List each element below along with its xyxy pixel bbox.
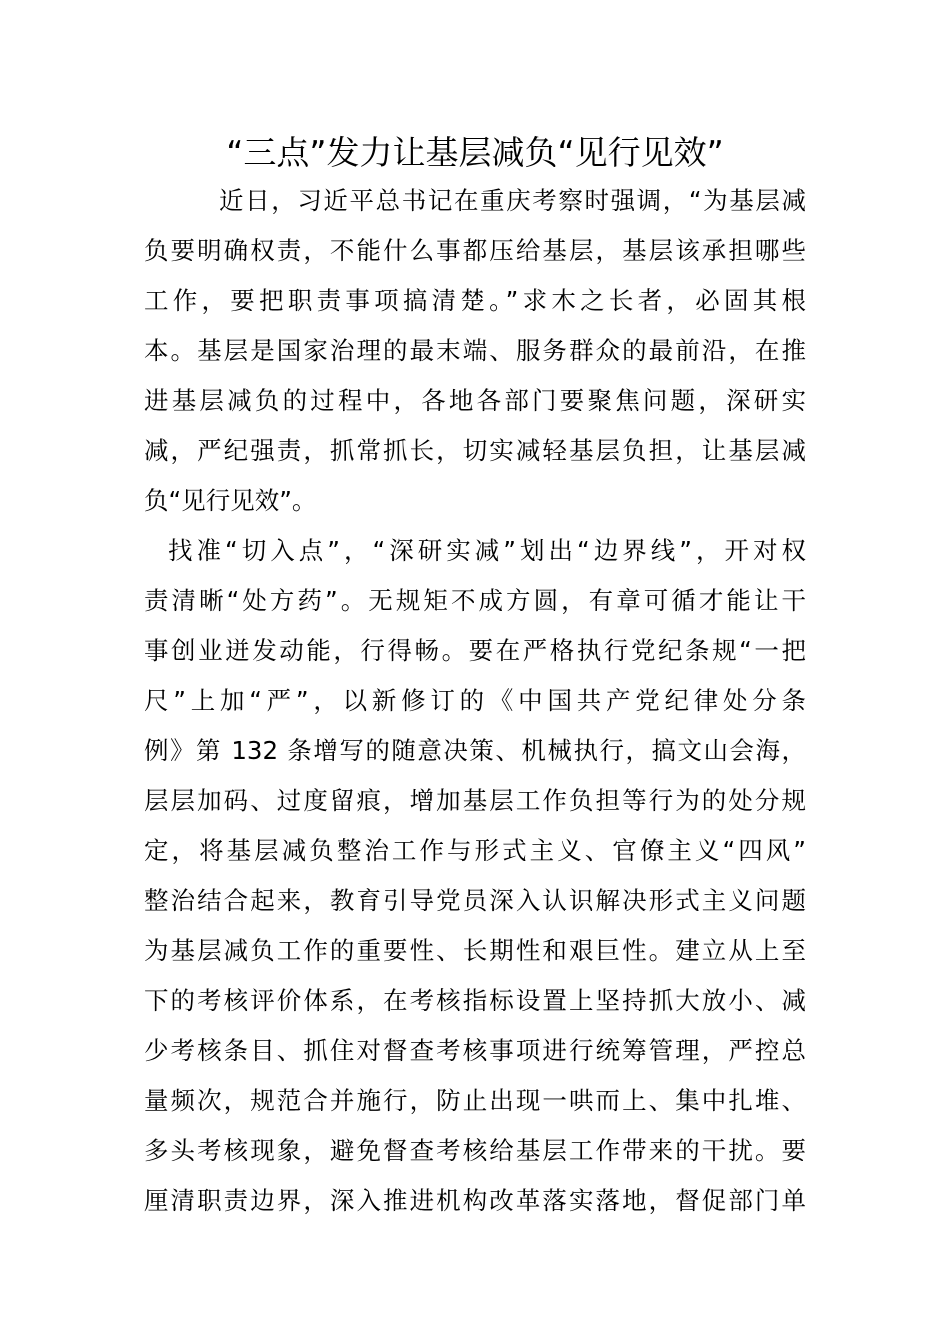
paragraph-line: 量频次，规范合并施行，防止出现一哄而上、集中扎堆、 (144, 1086, 806, 1115)
paragraph-line: 定，将基层减负整治工作与形式主义、官僚主义“四风” (144, 836, 806, 865)
paragraph-line: 厘清职责边界，深入推进机构改革落实落地，督促部门单 (144, 1186, 806, 1215)
paragraph-line: 近日，习近平总书记在重庆考察时强调，“为基层减 (219, 186, 806, 215)
paragraph-line: 本。基层是国家治理的最末端、服务群众的最前沿，在推 (144, 336, 806, 365)
paragraph-line: 事创业迸发动能，行得畅。要在严格执行党纪条规“一把 (144, 636, 806, 665)
paragraph-line: 为基层减负工作的重要性、长期性和艰巨性。建立从上至 (144, 936, 806, 965)
paragraph-line: 层层加码、过度留痕，增加基层工作负担等行为的处分规 (144, 786, 806, 815)
document-title: “三点”发力让基层减负“见行见效” (226, 133, 724, 172)
paragraph-line: 责清晰“处方药”。无规矩不成方圆，有章可循才能让干 (144, 586, 806, 615)
paragraph-line: 多头考核现象，避免督查考核给基层工作带来的干扰。要 (144, 1136, 806, 1165)
paragraph-line: 整治结合起来，教育引导党员深入认识解决形式主义问题 (144, 886, 806, 915)
paragraph-line: 负要明确权责，不能什么事都压给基层，基层该承担哪些 (144, 236, 806, 265)
paragraph-line: 少考核条目、抓住对督查考核事项进行统筹管理，严控总 (144, 1036, 806, 1065)
paragraph-line: 下的考核评价体系，在考核指标设置上坚持抓大放小、减 (144, 986, 806, 1015)
paragraph-line: 负“见行见效”。 (144, 486, 317, 515)
paragraph-line: 减，严纪强责，抓常抓长，切实减轻基层负担，让基层减 (144, 436, 806, 465)
paragraph-line: 例》第 132 条增写的随意决策、机械执行，搞文山会海， (144, 736, 806, 765)
paragraph-line: 工作，要把职责事项搞清楚。”求木之长者，必固其根 (144, 286, 806, 315)
paragraph-line: 进基层减负的过程中，各地各部门要聚焦问题，深研实 (144, 386, 806, 415)
paragraph-line: 尺”上加“严”，以新修订的《中国共产党纪律处分条 (144, 686, 806, 715)
paragraph-line: 找准“切入点”，“深研实减”划出“边界线”，开对权 (168, 536, 806, 565)
